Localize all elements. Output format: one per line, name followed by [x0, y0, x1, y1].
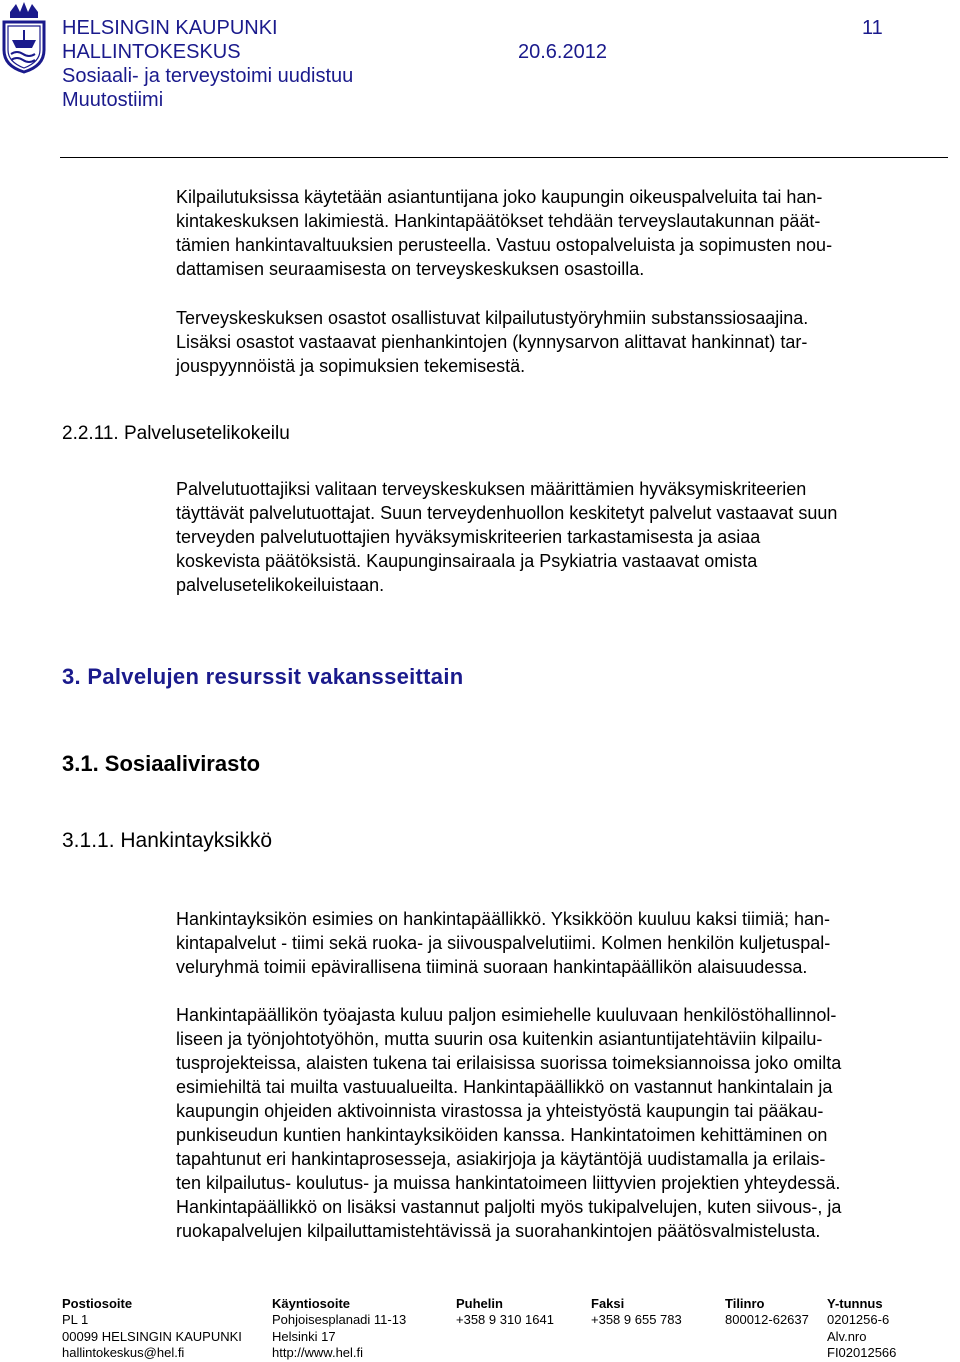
paragraph-5 [176, 1003, 841, 1243]
header-subject: Sosiaali- ja terveystoimi uudistuu [62, 65, 354, 87]
text-line: kintapalvelut - tiimi sekä ruoka- ja siivouspalvelutiimi. Kolmen henkilön kuljetuspal- [176, 933, 831, 953]
footer-line: FI02012566 [827, 1345, 897, 1361]
header-divider [60, 157, 948, 158]
text-line: Hankintapäällikkö on lisäksi vastannut paljolti myös tukipalvelujen, kuten siivous-, ja [176, 1197, 842, 1217]
text-line: dattamisen seuraamisesta on terveyskeskuksen osastoilla. [176, 259, 645, 279]
header-date: 20.6.2012 [518, 41, 607, 63]
text-line: ruokapalvelujen kilpailuttamistehtävissä ja suorahankintojen päätösvalmistelusta. [176, 1221, 821, 1241]
header-office: HALLINTOKESKUS [62, 41, 241, 63]
text-line: ten kilpailutus- koulutus- ja muissa hankintatoimeen liittyvien projektien yhteydessä. [176, 1173, 841, 1193]
text-line: terveyden palvelutuottajien hyväksymiskriteerien tarkastamisesta ja asiaa [176, 527, 761, 547]
footer-heading: Puhelin [456, 1296, 503, 1311]
text-line: Palvelutuottajiksi valitaan terveyskeskuksen määrittämien hyväksymiskriteerien [176, 479, 807, 499]
text-line: punkiseudun kuntien hankintayksiköiden kanssa. Hankintatoimen kehittäminen on [176, 1125, 828, 1145]
paragraph-2 [176, 306, 808, 378]
footer-line: Helsinki 17 [272, 1328, 336, 1344]
page-number: 11 [862, 17, 883, 39]
text-line: tämien hankintavaltuuksien perusteella. Vastuu ostopalveluista ja sopimusten nou- [176, 235, 833, 255]
text-line: tusprojekteissa, alaisten tukena tai erilaisissa suorissa toimeksiannoissa joko omilta [176, 1053, 842, 1073]
section-heading-3-1: 3.1. Sosiaalivirasto [62, 751, 261, 776]
text-line: koskevista päätöksistä. Kaupunginsairaala ja Psykiatria vastaavat omista [176, 551, 758, 571]
text-line: jouspyynnöistä ja sopimuksien tekemisestä. [176, 356, 526, 376]
section-heading-2-2-11: 2.2.11. Palvelusetelikokeilu [62, 423, 290, 444]
text-line: täyttävät palvelutuottajat. Suun terveydenhuollon keskitetyt palvelut vastaavat suun [176, 503, 838, 523]
footer-line: +358 9 310 1641 [456, 1312, 554, 1328]
paragraph-1 [176, 185, 832, 281]
text-line: liseen ja työnjohtotyöhön, mutta suurin osa kuitenkin asiantuntijatehtäviin kilpailu- [176, 1029, 823, 1049]
footer-heading: Faksi [591, 1296, 625, 1311]
header-org: HELSINGIN KAUPUNKI [62, 17, 278, 39]
text-line: esimiehiltä tai muilta vastuualueilta. Hankintapäällikkö on vastannut hankintalain ja [176, 1077, 833, 1097]
footer-heading: Postiosoite [62, 1296, 133, 1311]
text-line: veluryhmä toimii epävirallisena tiiminä suoraan hankintapäällikön alaisuudessa. [176, 957, 808, 977]
footer-heading: Y-tunnus [827, 1296, 883, 1311]
text-line: Terveyskeskuksen osastot osallistuvat kilpailutustyöryhmiin substanssiosaajina. [176, 308, 809, 328]
footer-line: 0201256-6 [827, 1312, 890, 1328]
footer-line: 800012-62637 [725, 1312, 809, 1328]
footer-email-link[interactable]: hallintokeskus@hel.fi [62, 1345, 185, 1361]
section-heading-3: 3. Palvelujen resurssit vakansseittain [62, 664, 464, 689]
footer-website-link[interactable]: http://www.hel.fi [272, 1345, 364, 1361]
paragraph-3 [176, 477, 837, 597]
footer-business-id [827, 1296, 896, 1362]
footer-phone [456, 1296, 554, 1329]
footer-line: +358 9 655 783 [591, 1312, 682, 1328]
footer-fax [591, 1296, 682, 1329]
footer-line: Alv.nro [827, 1328, 867, 1344]
footer-postal-address [62, 1296, 242, 1362]
footer-line: PL 1 [62, 1312, 89, 1328]
section-heading-3-1-1: 3.1.1. Hankintayksikkö [62, 829, 273, 852]
footer-account [725, 1296, 809, 1329]
paragraph-4 [176, 907, 830, 979]
footer-line: 00099 HELSINGIN KAUPUNKI [62, 1328, 242, 1344]
footer-line: Pohjoisesplanadi 11-13 [272, 1312, 407, 1328]
text-line: kaupungin ohjeiden aktivoinnista virastossa ja yhteistyöstä kaupungin tai pääkau- [176, 1101, 824, 1121]
footer-visiting-address [272, 1296, 406, 1362]
footer-heading: Käyntiosoite [272, 1296, 351, 1311]
text-line: Hankintapäällikön työajasta kuluu paljon esimiehelle kuuluvaan henkilöstöhallinnol- [176, 1005, 837, 1025]
text-line: kintakeskuksen lakimiestä. Hankintapäätökset tehdään terveyslautakunnan päät- [176, 211, 821, 231]
text-line: Lisäksi osastot vastaavat pienhankintojen (kynnysarvon alittavat hankinnat) tar- [176, 332, 808, 352]
header-doc-type: Muutostiimi [62, 89, 164, 111]
text-line: tapahtunut eri hankintaprosesseja, asiakirjoja ja käytäntöjä uudistamalla ja erilais- [176, 1149, 826, 1169]
text-line: Kilpailutuksissa käytetään asiantuntijana joko kaupungin oikeuspalveluita tai han- [176, 187, 823, 207]
text-line: palvelusetelikokeiluistaan. [176, 575, 385, 595]
text-line: Hankintayksikön esimies on hankintapäällikkö. Yksikköön kuuluu kaksi tiimiä; han- [176, 909, 830, 929]
footer-heading: Tilinro [725, 1296, 765, 1311]
helsinki-crest-icon [0, 0, 48, 74]
